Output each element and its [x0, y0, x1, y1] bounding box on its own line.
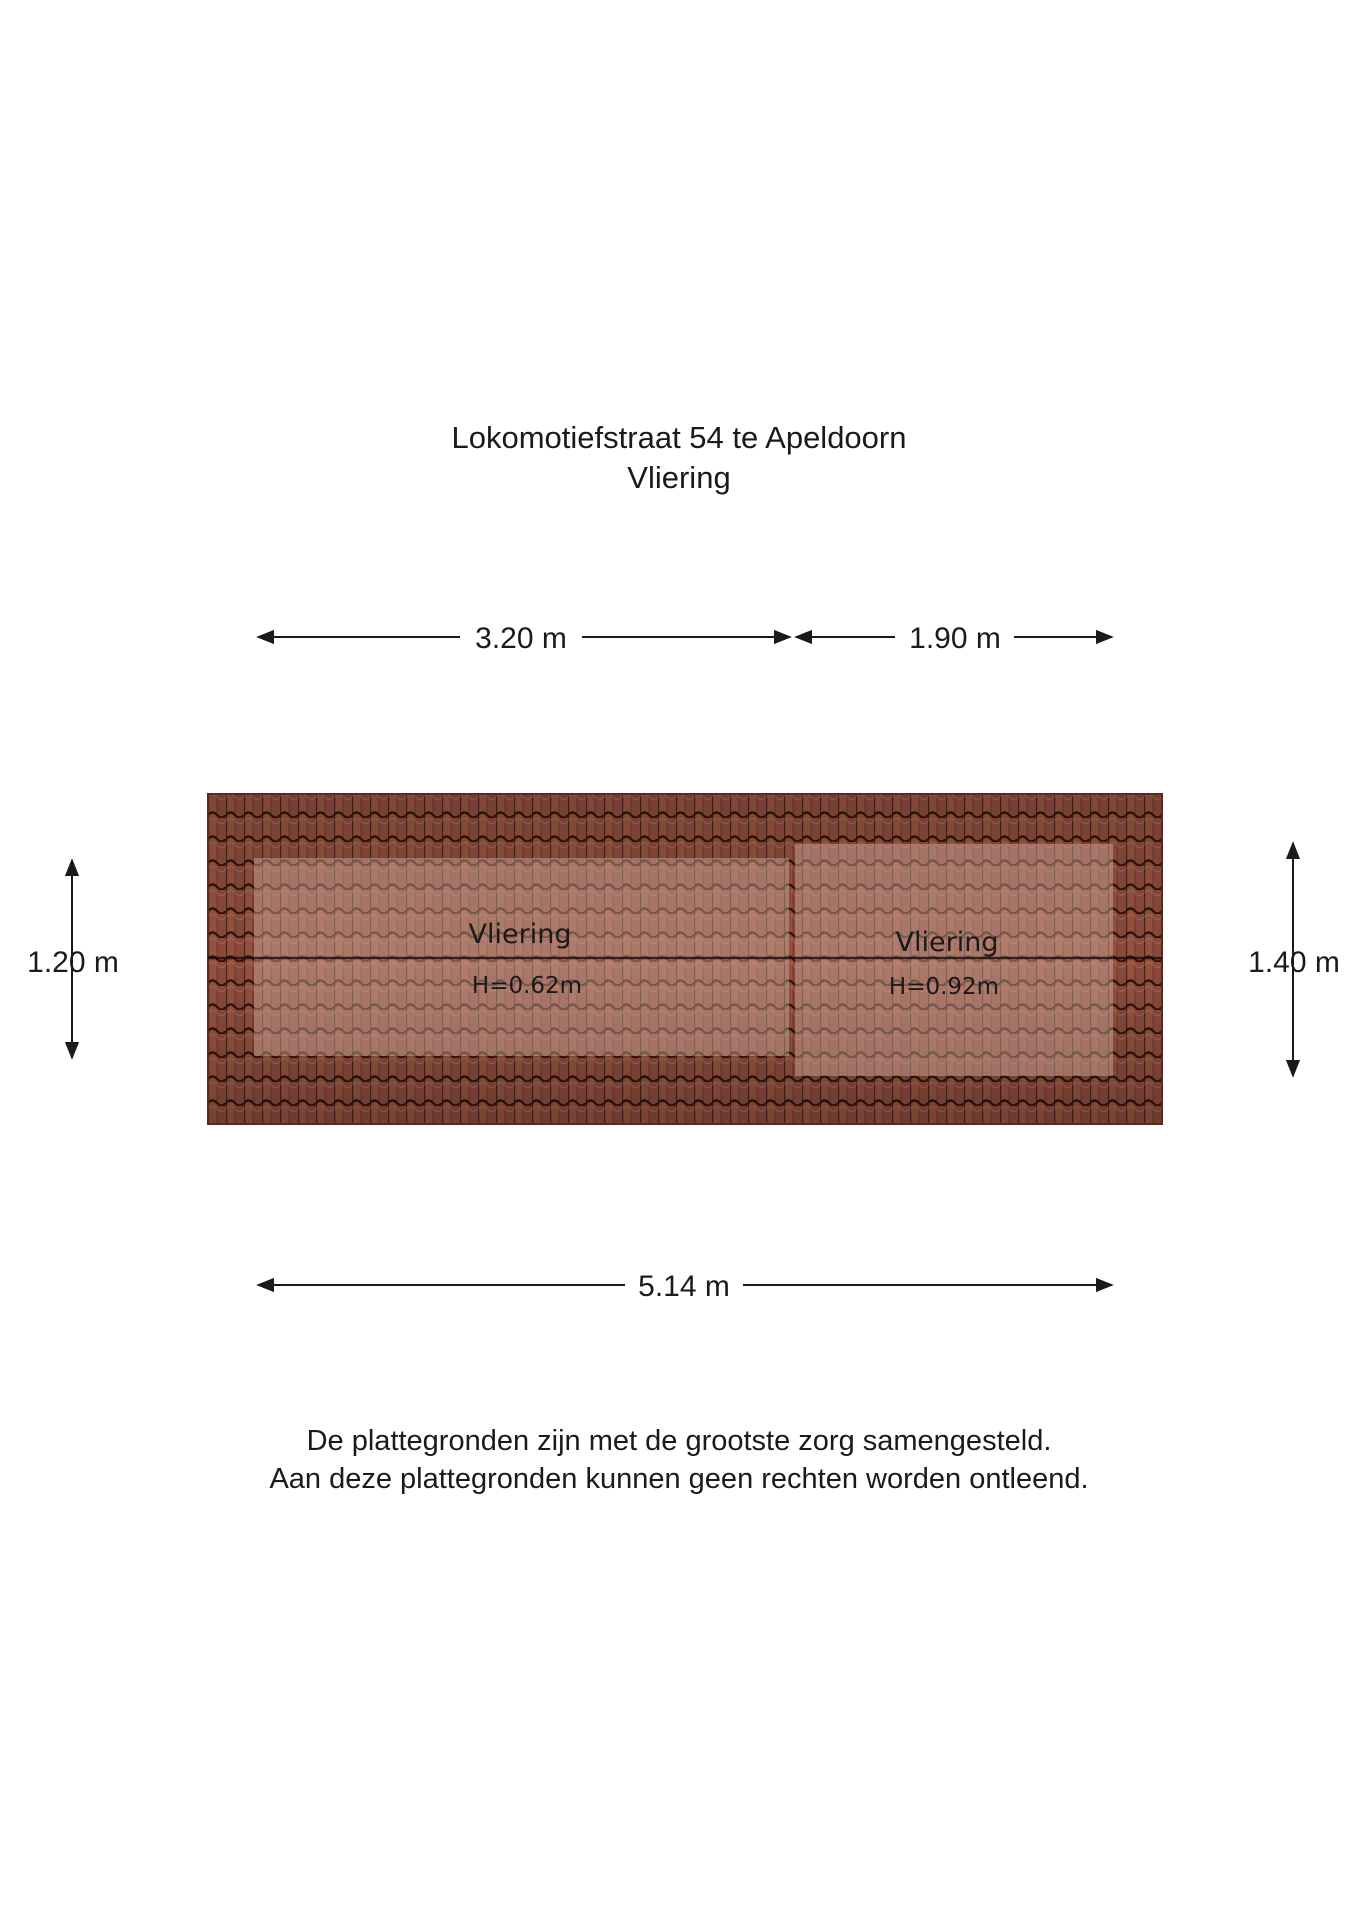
- dimension-label-left: 1.20 m: [27, 946, 119, 979]
- floor-title: Vliering: [627, 460, 731, 495]
- roof-plan: [208, 794, 1162, 1124]
- disclaimer-line-1: De plattegronden zijn met de grootste zorg samengesteld.: [306, 1425, 1052, 1457]
- dimension-right-height: [1248, 843, 1340, 1076]
- room-vliering-right: [795, 844, 1113, 1076]
- dimension-top-left: [258, 622, 790, 655]
- dimension-top-right: [796, 622, 1112, 655]
- dimension-left-height: [27, 860, 119, 1058]
- room-height-left: H=0.62m: [471, 973, 583, 999]
- dimension-label-top-left: 3.20 m: [475, 622, 567, 655]
- disclaimer-line-2: Aan deze plattegronden kunnen geen rechten worden ontleend.: [269, 1463, 1089, 1495]
- room-label-right: Vliering: [895, 927, 999, 958]
- room-height-right: H=0.92m: [888, 974, 1000, 1000]
- dimension-label-right: 1.40 m: [1248, 946, 1340, 979]
- dimension-label-bottom: 5.14 m: [638, 1270, 730, 1303]
- address-title: Lokomotiefstraat 54 te Apeldoorn: [451, 420, 907, 455]
- dimension-bottom-total: [258, 1270, 1112, 1303]
- dimension-label-top-right: 1.90 m: [909, 622, 1001, 655]
- room-label-left: Vliering: [468, 919, 572, 950]
